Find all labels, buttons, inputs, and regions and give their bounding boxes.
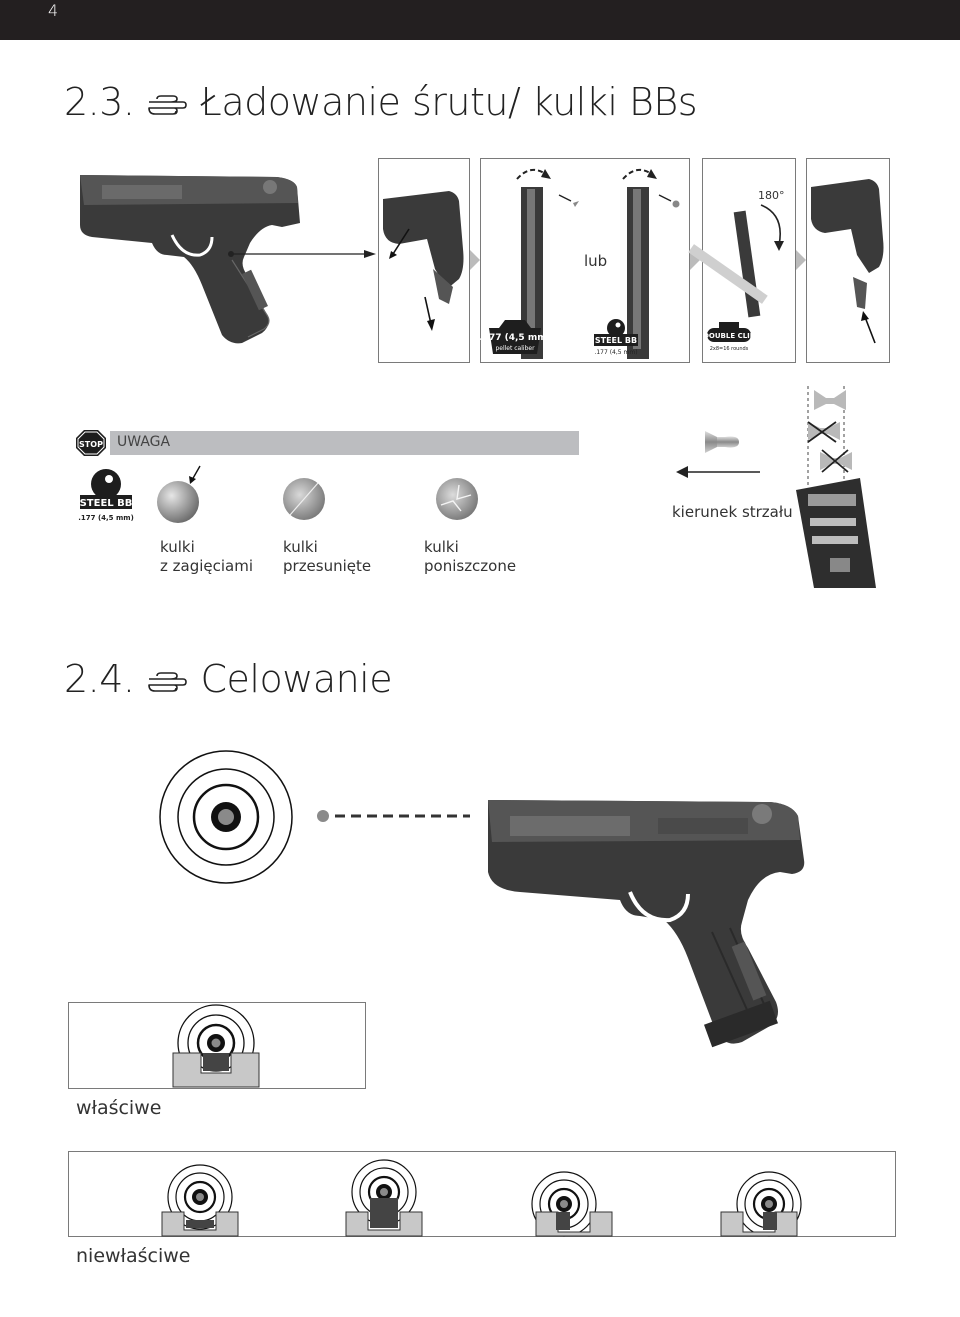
badge-line-1: .177 (4,5 mm) (479, 333, 551, 343)
stop-sign-text: STOP (79, 440, 103, 449)
pointing-hand-icon (147, 94, 187, 116)
incorrect-sight-left (532, 1172, 612, 1236)
incorrect-sight-low (162, 1165, 238, 1236)
defect-line-1: kulki (283, 538, 318, 556)
shifted-bb-icon (280, 475, 328, 523)
dented-bb-icon (150, 462, 210, 528)
rotation-label: 180° (758, 189, 785, 202)
double-clip-badge (705, 318, 753, 354)
step-arrow-icon (796, 250, 806, 270)
defect-line-2: z zagięciami (160, 557, 254, 575)
defect-label-shifted (283, 538, 371, 576)
step-panel-insert-magazine (806, 158, 890, 363)
top-bar (0, 0, 960, 40)
pointer-line (228, 249, 378, 259)
steel-bb-badge (592, 318, 640, 356)
badge-line-2: .177 (4,5 mm) (78, 514, 134, 522)
step-panel-release-magazine (378, 158, 470, 363)
magazine-pellet-orientation-illustration (790, 382, 880, 590)
section-number: 2.3. (64, 80, 135, 124)
defect-line-2: poniszczone (424, 557, 517, 575)
incorrect-sight-panel (68, 1151, 896, 1237)
pointing-hand-icon (147, 671, 187, 693)
section-heading-loading (64, 80, 697, 124)
defect-label-damaged (424, 538, 516, 576)
stop-sign-icon (75, 429, 107, 457)
defect-line-2: przesunięte (283, 557, 372, 575)
badge-line-2: pellet caliber (495, 345, 535, 352)
badge-line-1: STEEL BB (79, 498, 133, 509)
incorrect-label: niewłaściwe (76, 1245, 191, 1267)
badge-line-1: DOUBLE CLIP (703, 332, 755, 340)
incorrect-sight-right (721, 1172, 801, 1236)
bb-trajectory-line (315, 808, 475, 824)
defect-line-1: kulki (424, 538, 459, 556)
incorrect-sight-high (346, 1160, 422, 1236)
pellet-icon (703, 425, 741, 459)
defect-line-1: kulki (160, 538, 195, 556)
damaged-bb-icon (433, 475, 481, 523)
badge-line-2: .177 (4,5 mm) (594, 349, 638, 356)
correct-sight-panel (68, 1002, 366, 1089)
target-icon (158, 749, 294, 885)
section-heading-aiming (64, 657, 392, 701)
warning-bar (110, 431, 579, 455)
step-arrow-icon (470, 250, 480, 270)
section-title: Ładowanie śrutu/ kulki BBs (200, 80, 698, 124)
pellet-caliber-badge (479, 318, 551, 356)
warning-label: UWAGA (117, 434, 171, 450)
firing-direction-arrow-icon (676, 465, 760, 479)
defect-label-dented (160, 538, 253, 576)
section-number: 2.4. (64, 657, 135, 701)
badge-line-1: STEEL BB (594, 336, 638, 345)
badge-line-2: 2x8=16 rounds (709, 346, 749, 352)
page-number: 4 (48, 1, 59, 20)
steel-bb-badge (79, 468, 133, 526)
or-label: lub (584, 252, 608, 270)
correct-label: właściwe (76, 1097, 162, 1119)
firing-direction-label: kierunek strzału (672, 503, 793, 521)
pistol-illustration-aiming (480, 782, 825, 1052)
section-title: Celowanie (200, 657, 393, 701)
